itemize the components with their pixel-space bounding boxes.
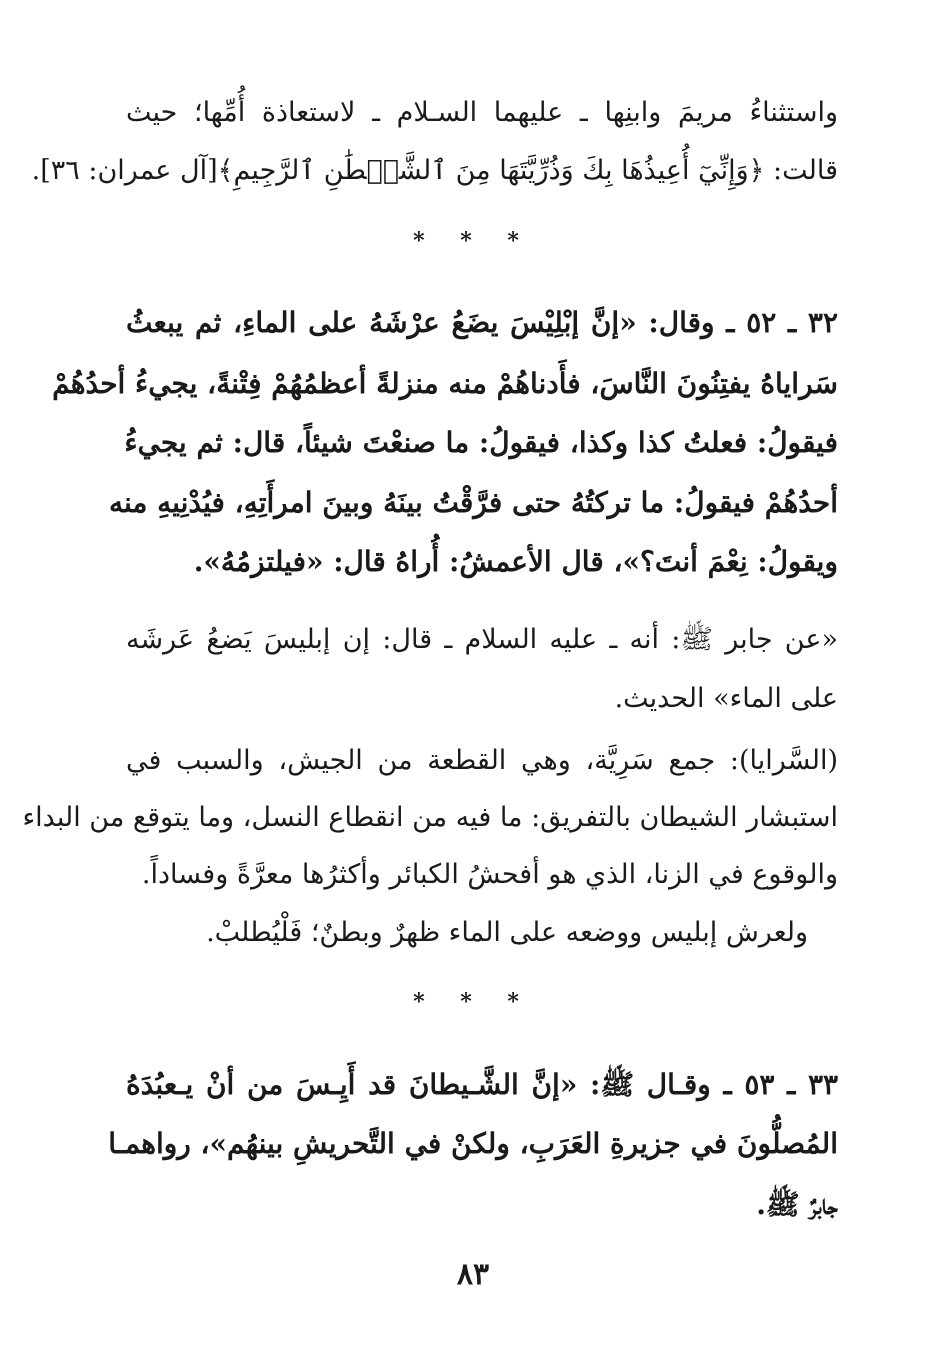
- source-line: «عن جابر ﷺ: أنه ـ عليه السلام ـ قال: إن إبليسَ يَضعُ عَرشَه: [126, 624, 838, 655]
- text-line: واستثناءُ مريمَ وابنِها ـ عليهما السـلام ـ لاستعاذة أُمِّها؛ حيث: [126, 97, 838, 128]
- commentary-line: والوقوع في الزنا، الذي هو أفحشُ الكبائر وأكثرُها معرَّةً وفساداً.: [141, 859, 838, 890]
- commentary-note: ولعرش إبليس ووضعه على الماء ظهرٌ وبطنٌ؛ فَلْيُطلبْ.: [206, 917, 808, 948]
- page-number: ٨٣: [456, 1257, 490, 1292]
- quran-verse-line: قالت: ﴿وَإِنِّيٓ أُعِيذُهَا بِكَ وَذُرِّيَّتَهَا مِنَ ٱلشَّيۡطَٰنِ ٱلرَّجِيمِ﴾[آل عمران: ٣٦].: [31, 155, 838, 186]
- section-separator: * * *: [413, 989, 533, 1015]
- section-separator: * * *: [413, 228, 533, 254]
- hadith-line: ويقولُ: نِعْمَ أنتَ؟»، قال الأعمشُ: أُراهُ قال: «فيلتزمُهُ».: [193, 545, 838, 578]
- hadith-line: فيقولُ: فعلتُ كذا وكذا، فيقولُ: ما صنعْتَ شيئاً، قال: ثم يجيءُ: [124, 426, 838, 459]
- source-line: على الماء» الحديث.: [614, 683, 838, 714]
- hadith-line: سَراياهُ يفتِنُونَ النَّاسَ، فأَدناهُمْ منه منزلةً أعظمُهُمْ فِتْنةً، يجيءُ أحدُهُمْ: [52, 367, 838, 400]
- hadith-line: المُصلُّونَ في جزيرةِ العَرَبِ، ولكنْ في التَّحريشِ بينهُم»، رواهمـا: [108, 1127, 838, 1160]
- hadith-line: جابرٌ ﷺ.: [756, 1188, 838, 1221]
- hadith-line: ٣٣ ـ ٥٣ ـ وقـال ﷺ: «إنَّ الشَّـيطانَ قد أَيِـسَ من أنْ يـعبُدَهُ: [126, 1068, 839, 1101]
- commentary-line: (السَّرايا): جمع سَرِيَّة، وهي القطعة من الجيش، والسبب في: [126, 745, 838, 776]
- commentary-line: استبشار الشيطان بالتفريق: ما فيه من انقطاع النسل، وما يتوقع من البداء: [22, 802, 838, 833]
- hadith-line: ٣٢ ـ ٥٢ ـ وقال: «إنَّ إبْلِيْسَ يضَعُ عرْشَهُ على الماءِ، ثم يبعثُ: [126, 306, 838, 339]
- hadith-line: أحدُهُمْ فيقولُ: ما تركتُهُ حتى فرَّقْتُ بينَهُ وبينَ امرأَتِهِ، فيُدْنِيهِ منه: [108, 486, 838, 519]
